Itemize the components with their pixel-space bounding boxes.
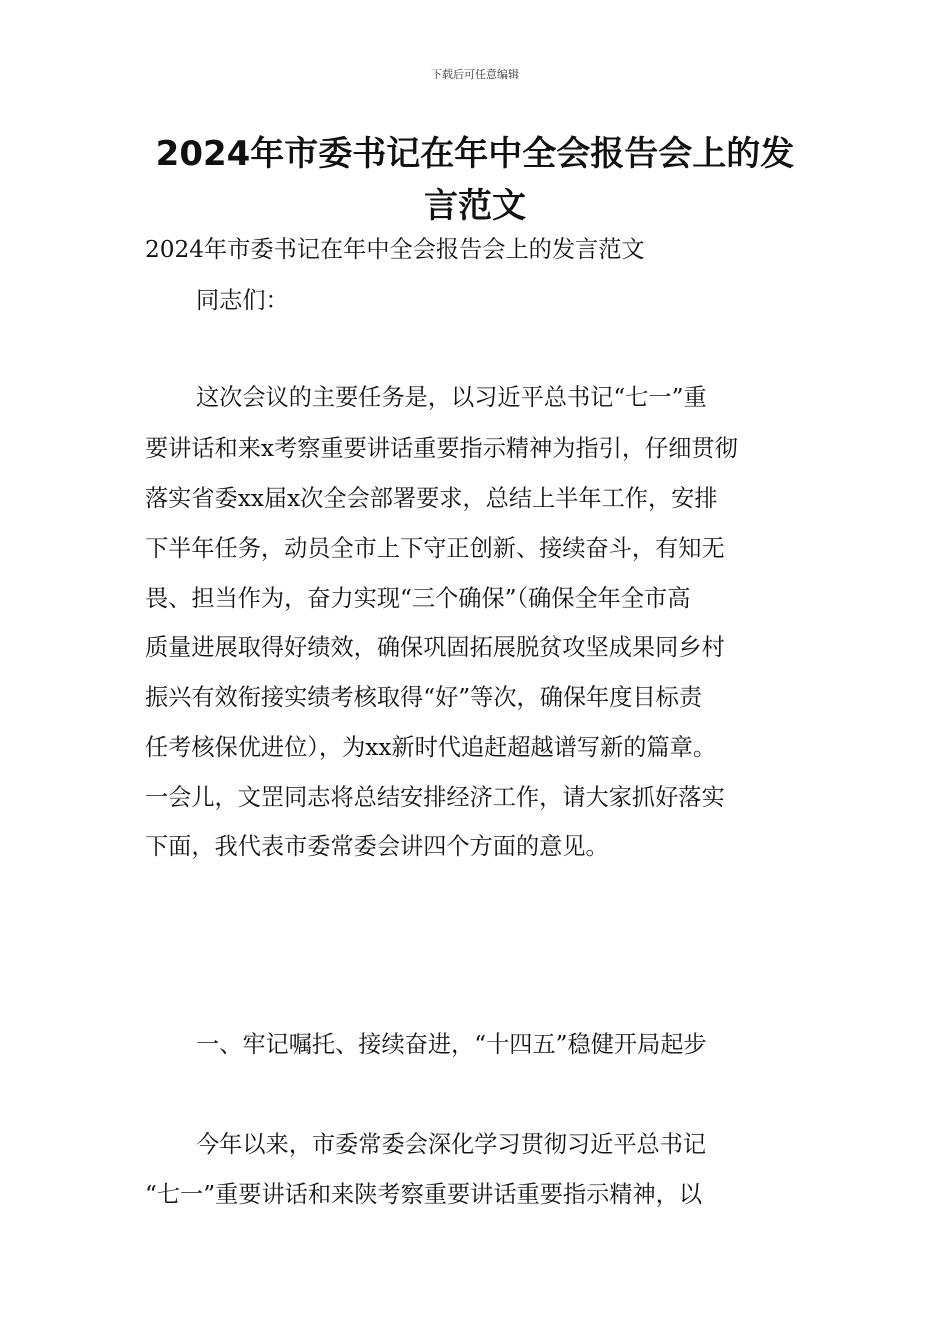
- intro-line-3: 落实省委xx届x次全会部署要求，总结上半年工作，安排: [145, 485, 718, 512]
- intro-line-7: 振兴有效衔接实绩考核取得“好”等次，确保年度目标责: [145, 684, 703, 711]
- document-title: [145, 128, 805, 232]
- section-1-heading: 一、牢记嘱托、接续奋进，“十四五”稳健开局起步: [196, 1031, 707, 1058]
- intro-line-8: 任考核保优进位），为xx新时代追赶超越谱写新的篇章。: [145, 734, 717, 761]
- section-1-line-1: 今年以来，市委常委会深化学习贯彻习近平总书记: [196, 1131, 707, 1158]
- intro-line-5: 畏、担当作为，奋力实现“三个确保”（确保全年全市高: [145, 585, 691, 612]
- intro-line-1: 这次会议的主要任务是，以习近平总书记“七一”重: [196, 384, 707, 411]
- intro-line-2: 要讲话和来x考察重要讲话重要指示精神为指引，仔细贯彻: [145, 435, 738, 462]
- salutation: 同志们：: [196, 287, 289, 314]
- document-subtitle: 2024年市委书记在年中全会报告会上的发言范文: [145, 236, 645, 263]
- intro-line-6: 质量进展取得好绩效，确保巩固拓展脱贫攻坚成果同乡村: [145, 634, 725, 661]
- page-header-note: 下载后可任意编辑: [431, 68, 519, 81]
- intro-line-10: 下面，我代表市委常委会讲四个方面的意见。: [145, 833, 609, 860]
- title-line-1: 2024年市委书记在年中全会报告会上的发: [155, 134, 795, 174]
- title-line-2: 言范文: [424, 186, 526, 226]
- intro-line-4: 下半年任务，动员全市上下守正创新、接续奋斗，有知无: [145, 535, 725, 562]
- intro-line-9: 一会儿，文罡同志将总结安排经济工作，请大家抓好落实: [145, 784, 725, 811]
- section-1-line-2: “七一”重要讲话和来陕考察重要讲话重要指示精神，以: [145, 1181, 703, 1208]
